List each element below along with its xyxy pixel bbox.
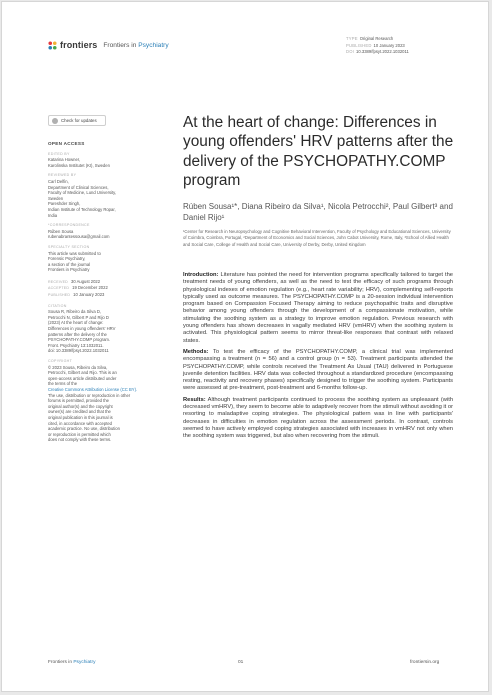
text-line: Department of Clinical Sciences, [48, 184, 109, 190]
specialty-label: SPECIALTY SECTION [48, 244, 90, 249]
reviewed-by-list [48, 179, 148, 218]
text-line: a section of the journal [48, 261, 91, 267]
text-line: open-access article distributed under [48, 375, 117, 381]
text-line: Forensic Psychiatry, [48, 256, 86, 262]
text-line: Sweden [48, 195, 64, 201]
copyright-pre [48, 365, 148, 387]
page [1, 1, 489, 692]
type-value: Original Research [359, 36, 394, 41]
text-line: Differences in young offenders' HRV [48, 326, 116, 332]
text-line: (2023) At the heart of change: [48, 320, 104, 326]
text-line: patterns after the delivery of the [48, 331, 107, 337]
intro-label: Introduction: [183, 272, 219, 278]
results-text: Although treatment participants continued to process the soothing system as unpleasant (with decreased vmHRV), they seem to become able to adaptively recover from the stimuli without avoiding it or resorting to maladaptive coping strategies. The physiological pattern was in line with participants' decreases in difficulties in emotion regulation across the assessment periods. In contrast, controls seemed to have actively employed coping strategies associated with increases in vmHRV not only when the soothing system was triggered, but also when recovering from the stimuli. [183, 396, 454, 440]
type-label: TYPE [346, 36, 358, 41]
text-line: Pareshder Singh, [48, 201, 81, 207]
published-value: 10 January 2023 [373, 42, 405, 48]
text-line: or reproduction is permitted which [48, 431, 111, 437]
affiliations: ¹Center for Research in Neuropsychology and Cognitive Behavioral Intervention, Faculty of Psychology and Educational Sciences, University of Coimbra, Coimbra, Portugal, ²Department of Economics and Social Sciences, John Cabot University, Rome, Italy, ³School of Allied Health and Social Care, College of Health and Social Care, University of Derby, Derby, United Kingdom [183, 229, 451, 247]
text-line: Front. Psychiatry 13:1032011. [48, 342, 104, 348]
dates-block [48, 279, 148, 299]
article-title: At the heart of change: Differences in young offenders' HRV patterns after the delivery of the PSYCHOPATHY.COMP program [183, 114, 454, 189]
received-label: RECEIVED [48, 279, 68, 284]
update-check-icon [52, 118, 58, 124]
published-label: PUBLISHED [346, 42, 372, 48]
text-line: © 2023 Sousa, Ribeiro da Silva, [48, 364, 108, 370]
text-line: This article was submitted to [48, 250, 101, 256]
brand-name: frontiers [60, 40, 98, 50]
published-side-label: PUBLISHED [48, 293, 71, 298]
text-line: The use, distribution or reproduction in other [48, 392, 131, 398]
text-line: cited, in accordance with accepted [48, 420, 113, 426]
sidebar [48, 115, 148, 443]
open-access-label: OPEN ACCESS [48, 141, 85, 146]
copyright-label: COPYRIGHT [48, 359, 73, 363]
methods-label: Methods: [183, 348, 209, 355]
text-line: Petrocchi, Gilbert and Rijo. This is an [48, 370, 117, 376]
methods-text: To test the efficacy of the PSYCHOPATHY.COMP, a clinical trial was implemented encompassing a treatment (n = 56) and a control group (n = 53). Treatment participants attended the PSYCHOPATHY.COMP, while controls received the Treatment As Usual (TAU) delivered in Portuguese juvenile detention facilities. HRV data was collected throughout a standardized procedure (encompassing resting, reactivity and recovery phases) specifically designed to trigger the soothing system. Participants were assessed at pre-treatment, post-treatment and 6-months follow-up. [183, 348, 453, 392]
received-date: 30 August 2022 [70, 278, 101, 284]
accepted-label: ACCEPTED [48, 286, 70, 291]
text-line: Karolinska Institutet (KI), Sweden [48, 162, 110, 168]
text-line: India [48, 212, 58, 218]
footer-journal-name: Psychiatry [73, 660, 96, 665]
footer-journal [48, 660, 95, 665]
footer-site-link[interactable]: frontiersin.org [410, 660, 440, 665]
abstract-methods [183, 349, 453, 393]
footer-journal-prefix: Frontiers in [48, 660, 72, 665]
edited-by-list [48, 157, 148, 168]
text-line: Katarina Howner, [48, 157, 81, 163]
page-number: 01 [238, 660, 244, 665]
abstract [183, 272, 453, 445]
text-line: Frontiers in Psychiatry [48, 267, 90, 273]
copyright-post [48, 393, 148, 443]
check-for-updates-button[interactable] [48, 115, 106, 126]
text-line: Indian Institute of Technology Ropar, [48, 206, 116, 212]
check-button-label: Check for updates [61, 117, 97, 123]
intro-text: Literature has pointed the need for intervention programs specifically tailored to target the treatment needs of young offenders, as well as the need to test the efficacy of such programs through physiological indexes of emotion regulation (e.g., heart rate variability; HRV), complementing self-reports typically used as outcome measures. The PSYCHOPATHY.COMP is a 20-session individual intervention program based on Compassion Focused Therapy aiming to reduce psychopathic traits and disruptive behavior among young offenders through the development of a compassionate motivation, while stimulating the soothing system as a strategy to improve emotion regulation. Previous research with young offenders has shown decreases in vagally mediated HRV (vmHRV) when the soothing system is activated. This physiological pattern seems to mirror threat-like responses that contrast with relaxed states. [183, 272, 453, 344]
text-line: original publication in this journal is [48, 414, 113, 420]
journal-header [48, 38, 169, 52]
published-date: 10 January 2023 [73, 292, 105, 298]
citation-list [48, 309, 148, 354]
frontiers-logo-icon [48, 41, 57, 50]
text-line: Rúben Sousa [48, 228, 74, 234]
text-line: Sousa R, Ribeiro da Silva D, [48, 309, 102, 315]
abstract-introduction [183, 272, 453, 345]
edited-by-label: EDITED BY [48, 151, 70, 156]
specialty-list [48, 251, 148, 273]
text-line: rubenabrantessousa@gmail.com [48, 234, 110, 240]
accepted-date: 19 December 2022 [72, 285, 108, 291]
text-line: Faculty of Medicine, Lund University, [48, 190, 117, 196]
correspondence-list [48, 229, 148, 240]
text-line: PSYCHOPATHY.COMP program. [48, 337, 111, 343]
text-line: original author(s) and the copyright [48, 403, 113, 409]
authors: Rúben Sousa¹*, Diana Ribeiro da Silva¹, Nicola Petrocchi², Paul Gilbert³ and Daniel Rijo¹ [183, 202, 453, 222]
text-line: Petrocchi N, Gilbert P and Rijo D [48, 314, 109, 320]
text-line: owner(s) are credited and that the [48, 409, 111, 415]
article-meta [346, 36, 409, 56]
abstract-results [183, 397, 453, 441]
correspondence-label: *CORRESPONDENCE [48, 223, 90, 228]
license-link[interactable]: Creative Commons Attribution License (CC BY). [48, 386, 138, 392]
journal-prefix: Frontiers in [103, 41, 137, 49]
text-line: academic practice. No use, distribution [48, 426, 120, 432]
doi-label: DOI [346, 49, 355, 54]
text-line: doi: 10.3389/fpsyt.2022.1032011 [48, 348, 109, 354]
results-label: Results: [183, 396, 206, 403]
reviewed-by-label: REVIEWED BY [48, 173, 77, 178]
text-line: forums is permitted, provided the [48, 398, 109, 404]
text-line: Carl Delfin, [48, 178, 69, 184]
text-line: the terms of the [48, 381, 78, 387]
citation-label: CITATION [48, 303, 67, 308]
doi-value: 10.3389/fpsyt.2022.1032011 [356, 49, 409, 54]
text-line: does not comply with these terms. [48, 437, 112, 443]
journal-name [103, 42, 168, 49]
copyright-text [48, 365, 148, 443]
journal-title: Psychiatry [138, 41, 169, 49]
